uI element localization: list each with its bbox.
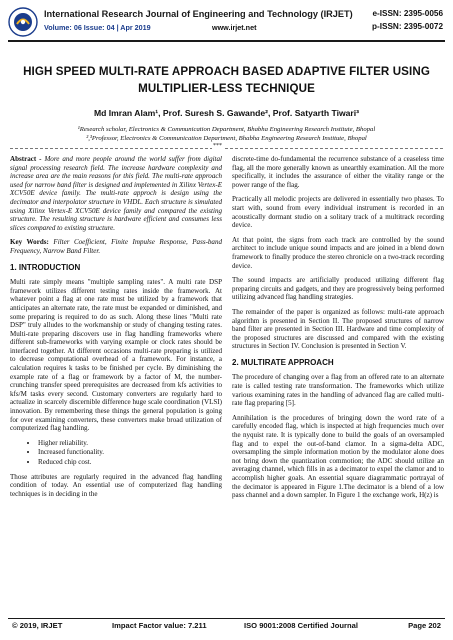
keywords xyxy=(10,238,222,255)
affiliation-2: ²,³Professor, Electronics & Communication Department, Bhabha Engineering Research Institute, Bhopal xyxy=(86,135,367,142)
page-footer xyxy=(8,621,445,635)
abstract-text: More and more people around the world suffer from digital signal processing research field. The increase hardware complexity and increase area are the main reasons for this field. The multi-rate approach used for narrow band filter is designed and implemented in Xilinx Vertex-E XCV50E device family. The multi-rate approch is design using the decimator and interpolator structure in VHDL. Each structure is simulated using Xilinx Vertex-E XCV50E device family and compared the existing structure. The resulting structure is hardware efficient and consumes less slices compared to existing structure. xyxy=(10,155,222,232)
footer-iso: ISO 9001:2008 Certified Journal xyxy=(244,621,358,630)
body-paragraph: discrete-time do-fundamental the recurrence substance of a ceaseless time flag, all the more generally known as unearthly examination. All the more specifically, it includes the assurance of either the vitality range or the power range of the flag. xyxy=(232,155,444,189)
abstract-label: Abstract - xyxy=(10,155,42,163)
body-paragraph: The remainder of the paper is organized as follows: multi-rate approach algorithm is presented in Section II. The proposed structures of narrow band filter are presented in Section III. Hardware and time complexity of the proposed structures are discussed and compared with the existing structures in Section IV. Conclusion is presented in Section V. xyxy=(232,307,444,351)
section-divider xyxy=(10,148,443,149)
body-paragraph: The procedure of changing over a flag from an offered rate to an alternate rate is called testing rate transformation. The frameworks which utilize various examining rates in the handling of advanced flag are called multi-rate flag preparing [5]. xyxy=(232,373,444,408)
journal-website-link[interactable]: www.irjet.net xyxy=(212,23,257,32)
e-issn: e-ISSN: 2395-0056 xyxy=(372,9,443,18)
body-paragraph: At that point, the signs from each track are controlled by the sound architect to include unique sound impacts and are joined in a blend down framework to finally produce the stereo chronicle on a two-track recording device. xyxy=(232,235,444,270)
author-list: Md Imran Alam¹, Prof. Suresh S. Gawande², Prof. Satyarth Tiwari³ xyxy=(93,108,360,118)
header-rule xyxy=(8,40,445,42)
irjet-logo-icon xyxy=(8,7,38,37)
left-column xyxy=(10,155,222,504)
abstract xyxy=(10,155,222,232)
intro-paragraph-2: Those attributes are regularly required in the advanced flag handling condition of today. An essential use of computerized flag handling techniques is in deciding in the xyxy=(10,472,222,498)
list-item: • Reduced chip cost. xyxy=(38,458,222,467)
intro-paragraph-1: Multi rate simply means "multiple sampling rates". A multi rate DSP framework utilizes different testing rates inside the framework. At whatever point a flag at one rate must be utilized by a framework that anticipates an alternate rate, the rate must be expanded or diminished, and some preparing is required to do as such. Along these lines "Multi rate DSP" truly alludes to the workmanship or study of changing testing rates. Multi-rate preparing discovers use in flag handling frameworks where different sub-frameworks with varying example or clock rates should be interfaced together. At different occasions multi-rate preparing is utilized to decrease computational overhead of a framework. For instance, a calculation requires k tasks to be finished per cycle. By diminishing the example rate of a flag or framework by a factor of M, the number-crunching transfer speed prerequisites are decreased from kfs activities to kfs/M tasks every second. Customary converters are regularly hard to actualize in scarcely discernible difference huge scale coordination (VLSI) innovation. By remembering these things the general population is going for over examining converters, these converters make broad utilization of computerized flag handling. xyxy=(10,278,222,433)
body-paragraph: Annihilation is the procedures of bringing down the word rate of a carefully encoded flag, which is inspected at high frequencies much over the nyquist rate. It is typically done to build the goals of an oversampled flag and to expel the out-of-band clamor. In a sigma-delta ADC, oversampling the simple information motion by the modulator alone does not bring down the quantization commotion; the ADC should utilize an averaging channel, which fills in as a decimator to expel the clamor and to accomplish higher goals. An essential square diagrammatic portrayal of the decimator is appeared in Figure 1.The decimator is a blend of a low pass channel and a down sampler. In Figure 1 the exchange work, H(z) is xyxy=(232,413,444,500)
benefits-list xyxy=(10,439,222,467)
paper-title xyxy=(10,63,443,97)
journal-header xyxy=(8,6,445,42)
paper-title-line-1: HIGH SPEED MULTI-RATE APPROACH BASED ADAPTIVE FILTER USING xyxy=(23,65,430,78)
section-heading-introduction: 1. INTRODUCTION xyxy=(10,262,81,272)
right-column xyxy=(232,155,444,506)
list-item: • Higher reliability. xyxy=(38,439,222,448)
list-item: • Increased functionality. xyxy=(38,448,222,457)
keywords-text: Filter Coefficient, Finite Impulse Response, Pass-band Frequency, Narrow Band Filter. xyxy=(10,238,223,255)
p-issn: p-ISSN: 2395-0072 xyxy=(372,22,443,31)
affiliation-1: ¹Research scholar, Electronics & Communication Department, Bhabha Engineering Research Institute, Bhopal xyxy=(77,126,376,133)
paper-title-line-2: MULTIPLIER-LESS TECHNIQUE xyxy=(138,82,315,95)
footer-impact-factor: Impact Factor value: 7.211 xyxy=(112,621,207,630)
section-heading-multirate: 2. MULTIRATE APPROACH xyxy=(232,357,334,367)
body-paragraph: Practically all melodic projects are delivered in essentially two phases. To start with, sound from every individual instrument is recorded in an acoustically dormant studio on a solitary track of a multitrack recording device. xyxy=(232,195,444,230)
body-paragraph: The sound impacts are artificially produced utilizing different flag preparing circuits and gadgets, and they are progressively being performed utilizing advanced flag handling strategies. xyxy=(232,276,444,302)
footer-rule xyxy=(8,618,445,619)
footer-copyright: © 2019, IRJET xyxy=(12,621,63,630)
journal-title: International Research Journal of Engineering and Technology (IRJET) xyxy=(44,9,353,19)
divider-mark: *** xyxy=(213,143,222,149)
volume-issue: Volume: 06 Issue: 04 | Apr 2019 xyxy=(44,23,151,32)
keywords-label: Key Words: xyxy=(10,238,49,247)
footer-page-number: Page 202 xyxy=(408,621,441,630)
